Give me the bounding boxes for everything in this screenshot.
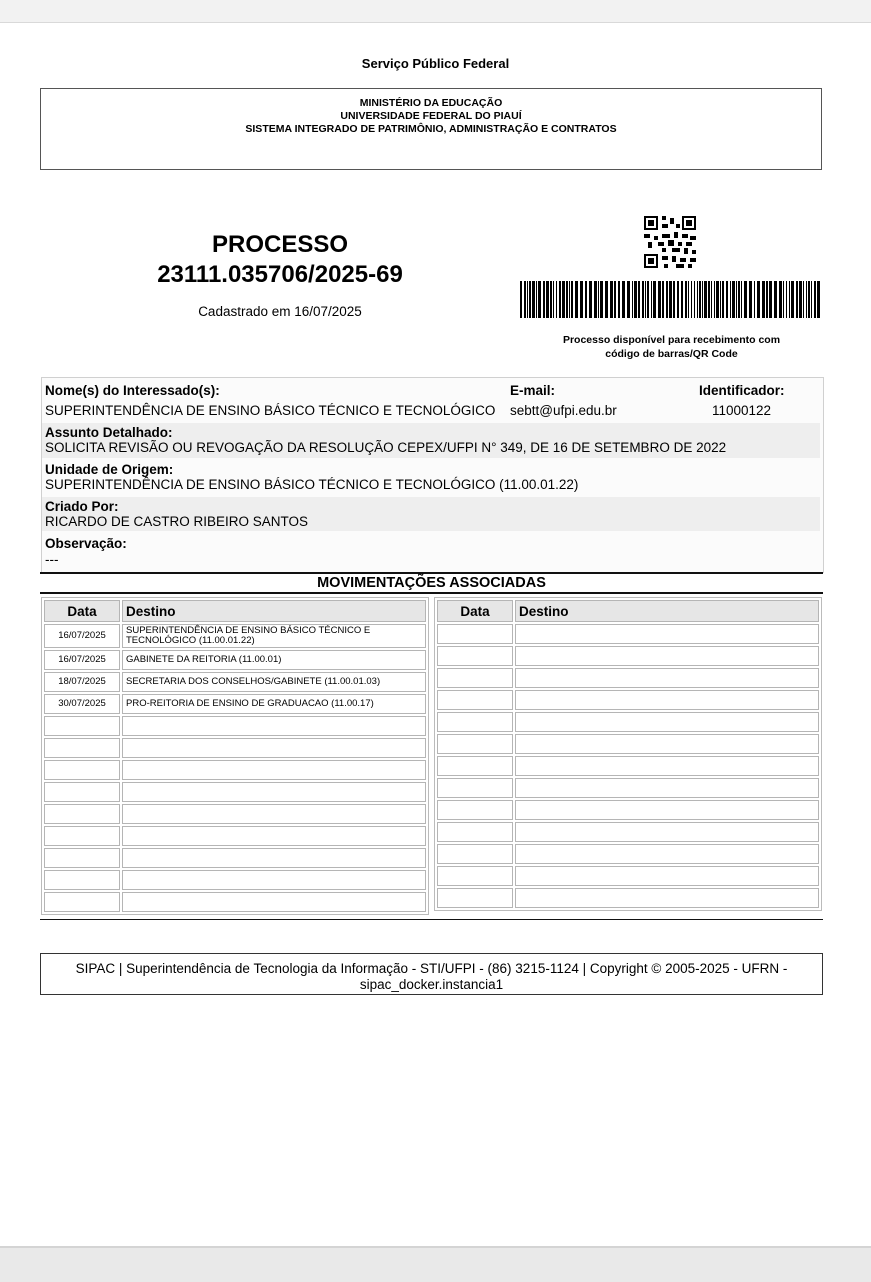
barcode-bar [738, 281, 740, 318]
registration-date: Cadastrado em 16/07/2025 [198, 304, 362, 319]
barcode-bar [550, 281, 552, 318]
destination-line: SUPERINTENDÊNCIA DE ENSINO BÁSICO TÉCNICO E [126, 625, 371, 636]
empty-cell [437, 712, 513, 732]
interested-value: SUPERINTENDÊNCIA DE ENSINO BÁSICO TÉCNICO E TECNOLÓGICO [45, 403, 496, 418]
barcode-bar [536, 281, 537, 318]
barcode-bar [741, 281, 742, 318]
barcode-bar [783, 281, 784, 318]
movement-date: 30/07/2025 [44, 694, 120, 714]
empty-table-row [44, 738, 426, 758]
barcode-bar [799, 281, 802, 318]
barcode-bar [803, 281, 804, 318]
barcode-bar [762, 281, 765, 318]
empty-cell [515, 778, 819, 798]
empty-table-row [437, 624, 819, 644]
empty-table-row [44, 892, 426, 912]
empty-cell [437, 756, 513, 776]
divider [40, 572, 823, 574]
barcode-bar [714, 281, 715, 318]
barcode-bar [605, 281, 608, 318]
barcode-bar [645, 281, 646, 318]
empty-cell [515, 624, 819, 644]
email-label: E-mail: [510, 383, 556, 398]
barcode-bar [808, 281, 810, 318]
barcode-bar [651, 281, 652, 318]
empty-cell [122, 760, 426, 780]
empty-cell [44, 848, 120, 868]
empty-cell [122, 870, 426, 890]
barcode-bar [538, 281, 541, 318]
empty-table-row [437, 756, 819, 776]
empty-cell [515, 888, 819, 908]
movement-destination: PRO-REITORIA DE ENSINO DE GRADUACAO (11.00.17) [122, 694, 426, 714]
empty-cell [44, 738, 120, 758]
empty-cell [44, 870, 120, 890]
empty-cell [515, 646, 819, 666]
date-column-header: Data [44, 600, 120, 622]
empty-cell [437, 888, 513, 908]
barcode-bar [658, 281, 661, 318]
barcode-bar [791, 281, 794, 318]
observation-label: Observação: [45, 536, 127, 551]
barcode-bar [589, 281, 592, 318]
table-row [44, 624, 426, 648]
barcode-bar [627, 281, 630, 318]
table-header-row [44, 600, 426, 622]
barcode-bar [642, 281, 644, 318]
barcode-bar [598, 281, 599, 318]
barcode-bar [556, 281, 557, 318]
barcode-bar [754, 281, 755, 318]
table-row [44, 694, 426, 714]
barcode-bar [806, 281, 807, 318]
empty-table-row [44, 870, 426, 890]
empty-cell [515, 756, 819, 776]
university-name: UNIVERSIDADE FEDERAL DO PIAUÍ [340, 110, 522, 122]
barcode-bar [726, 281, 728, 318]
empty-cell [122, 782, 426, 802]
barcode-bar [529, 281, 531, 318]
barcode-bar [685, 281, 687, 318]
empty-cell [122, 826, 426, 846]
divider [40, 919, 823, 920]
process-title-block [120, 230, 440, 290]
barcode-bar [744, 281, 747, 318]
barcode-bar [681, 281, 683, 318]
barcode-bar [694, 281, 695, 318]
interested-label: Nome(s) do Interessado(s): [45, 383, 220, 398]
empty-cell [437, 844, 513, 864]
barcode-note [540, 333, 803, 361]
barcode-bar [543, 281, 545, 318]
barcode-bar [722, 281, 724, 318]
empty-cell [437, 690, 513, 710]
viewer-bottom-bar [0, 1246, 871, 1282]
barcode-bar [594, 281, 597, 318]
footer-line2: sipac_docker.instancia1 [359, 977, 504, 992]
empty-table-row [437, 712, 819, 732]
barcode-bar [691, 281, 692, 318]
barcode-bar [553, 281, 554, 318]
barcode-bar [662, 281, 664, 318]
empty-table-row [437, 866, 819, 886]
subject-value: SOLICITA REVISÃO OU REVOGAÇÃO DA RESOLUÇÃO CEPEX/UFPI N° 349, DE 16 DE SETEMBRO DE 2022 [45, 440, 727, 455]
barcode-bar [730, 281, 731, 318]
divider [40, 592, 823, 594]
empty-cell [437, 866, 513, 886]
empty-table-row [437, 800, 819, 820]
empty-table-row [44, 716, 426, 736]
barcode-bar [779, 281, 782, 318]
empty-cell [437, 800, 513, 820]
movement-date: 18/07/2025 [44, 672, 120, 692]
empty-cell [122, 892, 426, 912]
barcode-bar [585, 281, 587, 318]
movement-date: 16/07/2025 [44, 624, 120, 648]
empty-cell [515, 844, 819, 864]
system-name: SISTEMA INTEGRADO DE PATRIMÔNIO, ADMINISTRAÇÃO E CONTRATOS [245, 123, 617, 135]
origin-label: Unidade de Origem: [45, 462, 174, 477]
institution-header [40, 88, 822, 170]
barcode-bar [749, 281, 752, 318]
barcode-bar [673, 281, 675, 318]
empty-cell [437, 668, 513, 688]
barcode-bar [796, 281, 798, 318]
empty-cell [515, 866, 819, 886]
barcode-bar [562, 281, 565, 318]
empty-table-row [437, 646, 819, 666]
footer [40, 953, 823, 995]
barcode-bar [669, 281, 672, 318]
barcode-bar [653, 281, 656, 318]
barcode-bar [704, 281, 707, 318]
barcode-bar [711, 281, 712, 318]
barcode-bar [811, 281, 812, 318]
empty-cell [44, 804, 120, 824]
barcode-note-line2: código de barras/QR Code [605, 348, 738, 360]
barcode-bar [666, 281, 668, 318]
barcode-note-line1: Processo disponível para recebimento com [562, 334, 781, 346]
empty-cell [122, 716, 426, 736]
barcode-bar [677, 281, 679, 318]
process-number: 23111.035706/2025-69 [157, 261, 403, 288]
barcode-bar [814, 281, 816, 318]
barcode-bar [546, 281, 549, 318]
empty-table-row [44, 760, 426, 780]
movement-date: 16/07/2025 [44, 650, 120, 670]
barcode-bar [614, 281, 616, 318]
date-column-header: Data [437, 600, 513, 622]
empty-cell [44, 716, 120, 736]
barcode-bar [571, 281, 573, 318]
barcode-bar [520, 281, 522, 318]
empty-cell [515, 712, 819, 732]
identifier-label: Identificador: [699, 383, 785, 398]
empty-table-row [437, 778, 819, 798]
empty-cell [437, 822, 513, 842]
movement-destination: GABINETE DA REITORIA (11.00.01) [122, 650, 426, 670]
table-row [44, 650, 426, 670]
movements-table-left [41, 597, 429, 915]
empty-table-row [437, 844, 819, 864]
empty-cell [122, 804, 426, 824]
empty-cell [437, 624, 513, 644]
empty-table-row [44, 826, 426, 846]
barcode-bar [732, 281, 735, 318]
barcode-icon [520, 281, 823, 318]
empty-cell [437, 734, 513, 754]
empty-table-row [44, 782, 426, 802]
empty-table-row [437, 668, 819, 688]
empty-table-row [44, 804, 426, 824]
barcode-bar [559, 281, 561, 318]
barcode-bar [634, 281, 637, 318]
destination-column-header: Destino [122, 600, 426, 622]
barcode-bar [789, 281, 790, 318]
barcode-bar [702, 281, 703, 318]
barcode-bar [647, 281, 649, 318]
movements-title: MOVIMENTAÇÕES ASSOCIADAS [317, 575, 546, 591]
service-title: Serviço Público Federal [361, 56, 510, 71]
process-info-panel [41, 377, 824, 573]
barcode-bar [757, 281, 760, 318]
empty-cell [515, 690, 819, 710]
destination-column-header: Destino [515, 600, 819, 622]
footer-line1: SIPAC | Superintendência de Tecnologia da Informação - STI/UFPI - (86) 3215-1124 | Copyright © 2005-2025 - UFRN - [75, 961, 788, 976]
created-by-label: Criado Por: [45, 499, 119, 514]
empty-cell [515, 800, 819, 820]
observation-value: --- [45, 552, 59, 567]
table-row [44, 672, 426, 692]
barcode-bar [566, 281, 568, 318]
process-title: PROCESSO [211, 231, 349, 258]
barcode-bar [524, 281, 526, 318]
destination-line: TECNOLÓGICO (11.00.01.22) [126, 635, 255, 646]
empty-cell [44, 826, 120, 846]
viewer-top-bar [0, 0, 871, 23]
empty-cell [515, 822, 819, 842]
empty-cell [515, 668, 819, 688]
empty-cell [437, 778, 513, 798]
empty-table-row [437, 690, 819, 710]
barcode-bar [622, 281, 625, 318]
ministry-name: MINISTÉRIO DA EDUCAÇÃO [359, 97, 503, 109]
empty-table-row [437, 734, 819, 754]
barcode-bar [688, 281, 689, 318]
table-header-row [437, 600, 819, 622]
barcode-bar [632, 281, 633, 318]
barcode-bar [600, 281, 603, 318]
movement-destination [122, 624, 426, 648]
barcode-bar [569, 281, 570, 318]
email-value: sebtt@ufpi.edu.br [510, 403, 617, 418]
empty-cell [515, 734, 819, 754]
barcode-bar [618, 281, 620, 318]
empty-table-row [44, 848, 426, 868]
empty-cell [437, 646, 513, 666]
empty-cell [122, 738, 426, 758]
qr-code-icon [644, 216, 696, 268]
barcode-bar [769, 281, 772, 318]
barcode-bar [532, 281, 535, 318]
created-by-value: RICARDO DE CASTRO RIBEIRO SANTOS [45, 514, 309, 529]
barcode-bar [575, 281, 578, 318]
origin-value: SUPERINTENDÊNCIA DE ENSINO BÁSICO TÉCNICO E TECNOLÓGICO (11.00.01.22) [45, 477, 579, 492]
empty-cell [44, 760, 120, 780]
identifier-value: 11000122 [712, 403, 772, 418]
barcode-bar [720, 281, 721, 318]
barcode-bar [774, 281, 777, 318]
barcode-bar [817, 281, 820, 318]
barcode-bar [708, 281, 710, 318]
empty-cell [122, 848, 426, 868]
empty-table-row [437, 888, 819, 908]
empty-cell [44, 782, 120, 802]
movements-table-right [434, 597, 822, 911]
empty-cell [44, 892, 120, 912]
barcode-bar [638, 281, 640, 318]
barcode-bar [580, 281, 583, 318]
empty-table-row [437, 822, 819, 842]
barcode-bar [766, 281, 768, 318]
movement-destination: SECRETARIA DOS CONSELHOS/GABINETE (11.00.01.03) [122, 672, 426, 692]
barcode-bar [716, 281, 719, 318]
barcode-bar [786, 281, 787, 318]
barcode-bar [527, 281, 528, 318]
barcode-bar [699, 281, 701, 318]
barcode-bar [736, 281, 737, 318]
subject-label: Assunto Detalhado: [45, 425, 173, 440]
barcode-bar [610, 281, 613, 318]
barcode-bar [697, 281, 698, 318]
